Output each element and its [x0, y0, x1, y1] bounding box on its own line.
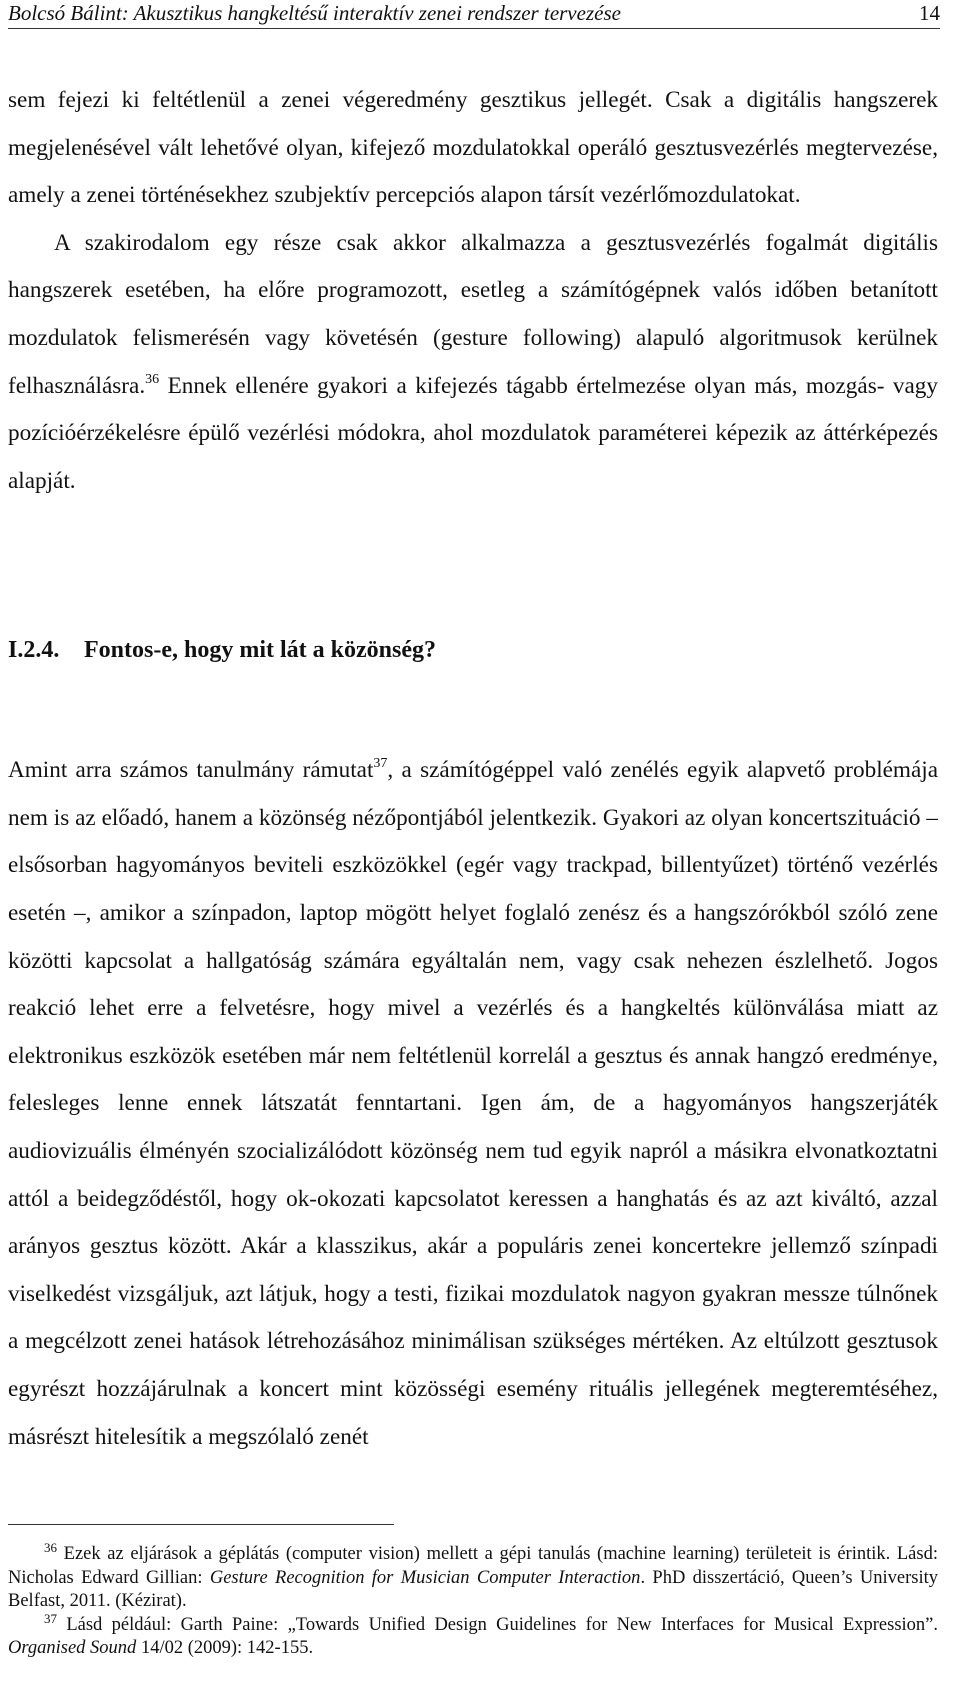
page-number: 14 — [919, 1, 940, 25]
section-heading — [8, 637, 436, 664]
footnote-ref-37[interactable]: 37 — [373, 756, 388, 772]
footnotes — [8, 1540, 938, 1661]
paragraph-1: sem fejezi ki feltétlenül a zenei végeredmény gesztikus jellegét. Csak a digitális hangszerek megjelenésével vált lehetővé olyan, kifejező mozdulatokkal operáló gesztusvezérlés megtervezése, amely a zenei történésekhez szubjektív percepciós alapon társít vezérlőmozdulatokat. — [8, 87, 938, 209]
paragraph-2-text-cont: Ennek ellenére gyakori a kifejezés tágabb értelmezése olyan más, mozgás- vagy pozícióérzékelésre épülő vezérlési módokra, ahol mozdulatok paraméterei képezik az áttérképezés alapját. — [8, 372, 938, 494]
running-header — [8, 0, 940, 29]
footnote-36-title: Gesture Recognition for Musician Computer Interaction — [209, 1567, 641, 1588]
footnote-36 — [8, 1540, 938, 1614]
footnote-37 — [8, 1610, 938, 1661]
footnote-36-text-end: . PhD disszertáció, Queen’s University Belfast, 2011. (Kézirat). — [8, 1567, 938, 1611]
em-dash-2: – — [65, 899, 86, 926]
section-title: Fontos-e, hogy mit lát a közönség? — [84, 637, 436, 663]
paragraph-3-text-c: , amikor a színpadon, laptop mögött helyet foglaló zenész és a hangszórókból szóló zene közötti kapcsolat a hallgatóság számára egyáltalán nem, vagy csak nehezen észlelhető. Jogos reakció lehet erre a felvetésre, hogy mivel a vezérlés és a hangkeltés különválása miatt az elektronikus eszközök esetében már nem feltétlenül korrelál a gesztus és annak hangzó eredménye, felesleges lenne ennek látszatát fenntartani. Igen ám, de a hagyományos hangszerjáték audiovizuális élményén szocializálódott közönség nem tud egyik napról a másikra elvonatkoztatni attól a beidegződéstől, hogy ok-okozati kapcsolatot keressen a hanghatás és az azt kiváltó, azzal arányos gesztus között. Akár a klasszikus, akár a populáris zenei koncertekre jellemző színpadi viselkedést vizsgáljuk, azt látjuk, hogy a testi, fizikai mozdulatok nagyon gyakran messze túlnőnek a megcélzott zenei hatások létrehozásához minimálisan szükséges mértéken. Az eltúlzott gesztusok egyrészt hozzájárulnak a koncert mint közösségi esemény rituális jellegének megteremtéséhez, másrészt hitelesítik a megszólaló zenét — [8, 899, 939, 1450]
paragraph-3-text-a: , a számítógéppel való zenélés egyik alapvető problémája nem is az előadó, hanem a közönség nézőpontjából jelentkezik. Gyakori az olyan koncertszituáció — [8, 757, 938, 831]
section-number: I.2.4. — [8, 637, 60, 663]
footnote-number-37: 37 — [44, 1610, 57, 1626]
paragraph-3-text-b: elsősorban hagyományos beviteli eszközökkel (egér vagy trackpad, billentyűzet) történő vezérlés esetén — [8, 852, 938, 926]
paragraph-3-text: Amint arra számos tanulmány rámutat — [8, 757, 374, 784]
paragraph-2 — [8, 220, 938, 506]
body-text-top — [8, 77, 938, 505]
footnote-37-title: Organised Sound — [8, 1638, 137, 1658]
header-title: Bolcsó Bálint: Akusztikus hangkeltésű interaktív zenei rendszer tervezése — [8, 1, 621, 25]
footnote-36-text: Ezek az eljárások a géplátás (computer vision) mellett a gépi tanulás (machine learning) területeit is érintik. Lásd: Nicholas Edward Gillian: — [8, 1544, 938, 1588]
footnote-37-text: Lásd például: Garth Paine: „Towards Unified Design Guidelines for New Interfaces for Musical Expression”. — [57, 1614, 938, 1635]
body-text-main — [8, 724, 938, 1484]
em-dash-1: – — [920, 804, 938, 831]
footnote-separator — [8, 1524, 394, 1525]
paragraph-2-text: A szakirodalom egy része csak akkor alkalmazza a gesztusvezérlés fogalmát digitális hangszerek esetében, ha előre programozott, esetleg a számítógépnek valós időben betanított mozdulatok felismerésén vagy követésén (gesture following) alapuló algoritmusok kerülnek felhasználásra. — [8, 229, 938, 399]
footnote-37-text-end: 14/02 (2009): 142-155. — [136, 1638, 314, 1658]
footnote-ref-36[interactable]: 36 — [145, 371, 160, 387]
footnote-number-36: 36 — [44, 1540, 57, 1555]
paragraph-3 — [8, 747, 938, 1461]
